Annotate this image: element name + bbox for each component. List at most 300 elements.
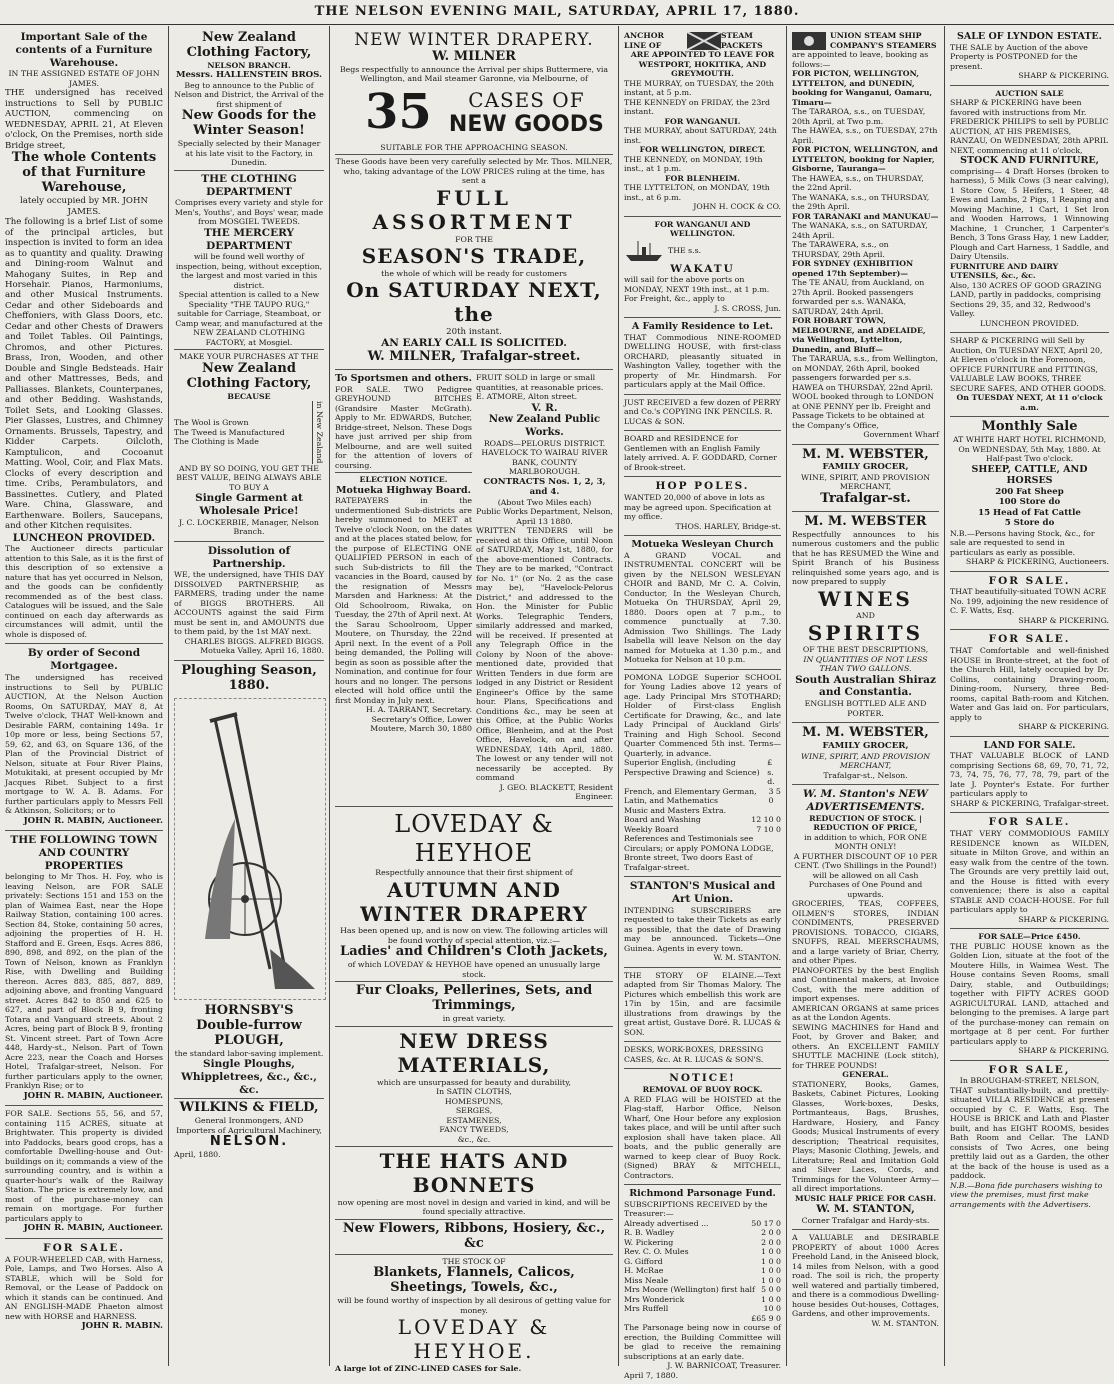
hop-sign: THOS. HARLEY, Bridge-st. (675, 521, 781, 531)
sailing: The HAWEA, s.s., on TUESDAY, 27th April. (792, 126, 938, 145)
murray-2: THE MURRAY, about SATURDAY, 24th inst. (624, 126, 777, 145)
sub-row: H. McRae 1 0 0 (624, 1266, 781, 1276)
sportsmen-body: FOR SALE. TWO Pedigree GREYHOUND BITCHES (Grandsire Master McGrath). Apply to Mr. EDWARDS, Butcher, Bridge-street, Nelson. These Dogs have just arrived per ship from Melbourne, and are well suited for the attention of lovers of coursing. (335, 384, 472, 470)
notice: NOTICE! (669, 1072, 736, 1085)
sheep-cattle: SHEEP, CATTLE, AND HORSES (971, 463, 1088, 487)
tuesday-next: On TUESDAY NEXT, At 11 o'clock a.m. (956, 393, 1103, 412)
ship-icon (624, 239, 664, 263)
auction-owner: lately occupied by MR. JOHN JAMES. (20, 196, 148, 217)
wakatu-ad (624, 217, 781, 319)
column-4 (619, 26, 786, 1380)
copying-pencils: JUST RECEIVED a few dozen of PERRY and Co.'s COPYING INK PENCILS. R. LUCAS & SON. (624, 395, 781, 432)
sailing: The TARAROA, s.s., on TUESDAY, 20th April, at Two p.m. (792, 107, 926, 126)
dress-materials: NEW DRESS MATERIALS, (397, 1028, 551, 1078)
organs: AMERICAN ORGANS at same prices as at the London Agents. (792, 1003, 939, 1023)
wool-lines (174, 418, 312, 447)
dissolution-sign: CHARLES BIGGS. ALFRED BIGGS. Motueka Valley, April 16, 1880. (184, 636, 324, 656)
route: FOR HOBART TOWN, MELBOURNE, and ADELAIDE, via Wellington, Lyttelton, Dunedin, and Bluff— (792, 316, 926, 354)
wool-line: The Clothing is Made (174, 437, 259, 447)
vr-crest: V. R. (531, 401, 558, 414)
fee-row: French, and Elementary German, Latin, and Mathematics 3 5 0 (624, 786, 781, 806)
pomona-ad (624, 670, 781, 878)
webster-loc: Trafalgar-st. (820, 490, 911, 506)
milner-title: NEW WINTER DRAPERY. (354, 30, 594, 50)
luncheon-heading: LUNCHEON PROVIDED. (12, 531, 156, 544)
mortgagee-sign: JOHN R. MABIN, Auctioneer. (23, 815, 163, 826)
land-for-sale (950, 737, 1109, 814)
taupo-rug: Special attention is called to a New Speciality "THE TAUPO RUG," suitable for Carriage, Steamboat, or Camp wear, and manufactured at the NEW ZEALAND CLOTHING FACTORY, at Mosgiel. (175, 290, 323, 347)
sections-sign: JOHN R. MABIN, Auctioneer. (23, 1223, 163, 1234)
reduction-sub: in addition to which, FOR ONE MONTH ONLY! (804, 832, 927, 852)
new-goods: NEW GOODS (448, 112, 604, 138)
roads: ROADS—PELORUS DISTRICT. (483, 438, 606, 448)
auction-title: Important Sale of the contents of a Furniture Warehouse. (15, 31, 153, 69)
stationery: STATIONERY, Books, Games, Baskets, Cabinet Pictures, Looking Glasses, Work-boxes, Desks, Portmanteaus, Bags, Brushes, Hardware, Hosiery, and Fancy Goods; Musical Instruments of every description; Theatrical requisites, Plays; Masonic Clothing, Jewels, and Literature; Real and Imitation Gold and Silver Laces, Cords, and Trimmings for the Volunteer Army—all direct importations. (792, 1079, 939, 1194)
sections-body: FOR SALE. Sections 55, 56, and 57, containing 115 ACRES, situate at Brightwater. This property is divided into Paddocks, bears good crops, has a comfortable Dwelling-house and Out-buildings on it; commands a view of the surrounding country, and is within a quarter-hour's walk of the Railway Station. The price is extremely low, and most of the purchase-money can remain on mortgage. For further particulars apply to (5, 1109, 163, 1223)
clothing-factory-ad (174, 28, 324, 542)
stock-of: THE STOCK OF (442, 1256, 506, 1266)
kennedy-2: THE KENNEDY, on MONDAY, 19th inst., at 1 p.m. (624, 154, 763, 173)
fs-body: THAT Comfortable and well-finished HOUSE in Bronte-street, at the foot of the Church Hill, lately occupied by Dr. Collins, containing Drawing-room, Dining-room, Nursery, three Bed-rooms, capital Bath-room and Kitchen. Water and Gas laid on. For particulars, apply to (950, 646, 1109, 722)
family-res-body: THAT Commodious NINE-ROOMED DWELLING HOUSE, with first-class ORCHARD, pleasantly situated in Washington Valley, together with the property of Mr. Hindmarsh. For particulars apply at the Mail Office. (624, 332, 781, 390)
art-union-ad (624, 877, 781, 968)
nzcf-branch: NELSON BRANCH. (207, 60, 291, 70)
fs-body: THAT VERY COMMODIOUS FAMILY RESIDENCE known as WILDEN, situate in Milton Grove, and within an easy walk from the centre of the town. The Grounds are very prettily laid out, and the House is fitted with every convenience; there is also a capital STABLE AND COACH-HOUSE. For full particulars apply to (950, 829, 1109, 915)
webster-1-ad (792, 445, 939, 512)
general: GENERAL. (842, 1070, 889, 1080)
fabric-item: HOMESPUNS, (444, 1096, 504, 1106)
fs-sign: SHARP & PICKERING. (1018, 722, 1109, 732)
sailing: The TARAWERA, s.s., on THURSDAY, 29th April. (792, 240, 889, 259)
webster-3-ad (792, 723, 939, 785)
saturday-next: On SATURDAY NEXT, the (346, 278, 602, 327)
webster-2-ad (792, 512, 939, 723)
mercery-dept: THE MERCERY DEPARTMENT (203, 226, 294, 252)
hop-title: HOP POLES. (655, 480, 750, 493)
stock-body: comprising— 4 Draft Horses (broken to harness), 5 Milk Cows (3 near calving), 1 Store Cow, 5 Heifers, 1 Steer, 48 Ewes and Lambs, 2 Pigs, 1 Reaping and Mowing Machine, 1 Cart, 1 Set Iron and Wooden Harrows, 1 Winnowing Machine, 1 Cruncher, 1 Carpenter's Bench, 3 Tons Grass Hay, 1 new Ladder, Plough and Cart Harness, 1 Saddle, and Dairy Utensils. (950, 166, 1109, 262)
sub-row: Already advertised ... 50 17 0 (624, 1218, 781, 1228)
art-union-body: INTENDING SUBSCRIBERS are requested to take their Tickets as early as possible, that the date of Drawing may be announced. Tickets—One Guinea. Agents in every town. (624, 905, 781, 953)
buoy-title: REMOVAL OF BUOY ROCK. (642, 1085, 763, 1095)
discount: A FURTHER DISCOUNT OF 10 PER CENT. (Two Shillings in the Pound!) will be allowed on all Cash Purchases of One Pound and upwards. (793, 851, 938, 899)
webster-name: M. M. WEBSTER (804, 513, 927, 529)
blankets-sub: will be found worthy of inspection by all desirous of getting value for money. (337, 1296, 611, 1315)
ploughing-season: Ploughing Season, 1880. (181, 662, 317, 693)
land-body: THAT VALUABLE BLOCK of LAND comprising Sections 68, 69, 70, 71, 72, 73, 74, 75, 76, 77, 78, 79, part of the late J. Poynter's Estate. For further particulars apply to (950, 751, 1109, 799)
milner-intro: Begs respectfully to announce the Arrival per ships Buttermere, via Wellington, and Mail steamer Garonne, via Melbourne, of (339, 64, 609, 84)
mortgagee-title: By order of Second Mortgagee. (27, 647, 141, 673)
seasons-trade: SEASON'S TRADE, (361, 244, 587, 269)
sub-row: Mrs Ruffell 10 0 (624, 1304, 781, 1314)
full-assortment: FULL ASSORTMENT (372, 185, 576, 235)
land-sign: SHARP & PICKERING, Trafalgar-street. (950, 798, 1109, 808)
wakatu-intro: THE s.s. (668, 245, 702, 255)
union-steamship-ad (792, 28, 939, 445)
wakatu-header (624, 239, 781, 263)
wesleyan-ad (624, 536, 781, 670)
english-ale: ENGLISH BOTTLED ALE AND PORTER. (804, 699, 927, 718)
blenheim: FOR BLENHEIM. (665, 173, 740, 183)
fs-title: FOR SALE. (988, 574, 1071, 587)
dissolution-title: Dissolution of Partnership. (207, 544, 291, 570)
kennedy-1: THE KENNEDY on FRIDAY, the 23rd instant. (624, 97, 771, 116)
wanganui-2: FOR WANGANUI AND WELLINGTON. (654, 219, 751, 238)
milner-name: W. MILNER (432, 48, 516, 64)
sheep-item: 5 Store do (1004, 518, 1055, 529)
wednesday: On WEDNESDAY, 5th May, 1880. At Half-past Two o'clock. (958, 444, 1101, 464)
hornsby-sub: the standard labor-saving implement. (174, 1048, 324, 1058)
sheep-item: 200 Fat Sheep (995, 486, 1064, 497)
lyndon-title: SALE OF LYNDON ESTATE. (957, 31, 1102, 42)
furniture-auction-ad (5, 28, 163, 644)
wool-block (174, 401, 324, 463)
malory-ad: THE STORY OF ELAINE.—Text adapted from Sir Thomas Malory. The Pictures which embellish this work are 17in by 15in, and are facsimile illustrations from drawings by the great artist, Gustave Doré. R. LUCAS & SON. (624, 968, 781, 1043)
land-title: LAND FOR SALE. (983, 739, 1076, 751)
parsonage-date: April 7, 1880. (624, 1370, 679, 1380)
public-works: New Zealand Public Works. (488, 414, 601, 438)
webster-name: M. M. WEBSTER, (802, 446, 929, 462)
for-sale-2 (950, 630, 1109, 736)
because: BECAUSE (227, 391, 271, 401)
nzcf-goods: New Goods for the Winter Season! (181, 108, 317, 139)
route: FOR SYDNEY (EXHIBITION opened 17th September)— (792, 259, 914, 278)
parsonage-sign: J. W. BARNICOAT, Treasurer. (667, 1361, 781, 1371)
monthly-sale-ad (950, 417, 1109, 572)
fs-title: FOR SALE. (988, 816, 1071, 829)
property-ad (792, 1230, 939, 1332)
milner-selected: These Goods have been very carefully selected by Mr. Thos. MILNER, who, taking advantage of the LOW PRICES ruling at the time, has sent a (335, 157, 613, 186)
property-body: A VALUABLE and DESIRABLE PROPERTY of about 1000 Acres Freehold Land, in the Aniseed block, 14 miles from Nelson, with a good road. The soil is rich, the property well watered and partially timbered, and there is a commodious Dwelling-house besides Out-houses, Cottages, Gardens, and other improvements. (792, 1233, 939, 1319)
parsonage-ad (624, 1185, 781, 1384)
early-call: AN EARLY CALL IS SOLICITED. (381, 337, 567, 350)
webster-name: M. M. WEBSTER, (802, 725, 929, 741)
white-hart: AT WHITE HART HOTEL RICHMOND, (952, 435, 1107, 445)
motueka-board: Motueka Highway Board. (335, 484, 471, 496)
anchor-sign: JOHN H. COCK & CO. (693, 202, 781, 211)
grazing: Also, 130 ACRES OF GOOD GRAZING LAND, partly in paddocks, comprising Sections 29, 35, and 32, Redwood's Valley. (950, 280, 1102, 319)
election-notice: ELECTION NOTICE. (359, 475, 448, 485)
fs-loc: In BROUGHAM-STREET, NELSON, (959, 1076, 1100, 1086)
zinc-cases: A large lot of ZINC-LINED CASES for Sale. (335, 1363, 522, 1373)
country-body: belonging to Mr Thos. H. Foy, who is leaving Nelson, are FOR SALE privately: Sections 151 and 153 on the plan of Waimea East, near the Hope Railway Station, containing 100 acres. Section 84, Stoke, containing 50 acres, adjoining the properties of H. H. Stafford and E. Green, Esqs. Acres 886, 890, 898, and 892, on the plan of the Town of Nelson, known as Franklyn Rise, with Dwelling and Building thereon. Acres 883, 885, 887, 889, adjoining above, and fronting Vanguard street. Acres 842 to 850 and 625 to 627, and part of Block B 9, fronting Totara and Vanguard streets. About 2 Acres, being part of Block B 9, fronting St. Vincent street. Part of Town Acre 448, Hardy-st., Nelson. Part of Town Acre 223, near the Coach and Horses Hotel, Trafalgar-street, Nelson. For further particulars apply to the owner, Franklyn Rise; or to (5, 872, 163, 1091)
spirits: SPIRITS (807, 620, 924, 645)
for-sale-5 (950, 1061, 1109, 1214)
webster-sub2: WINE, SPIRIT, AND PROVISION MERCHANT, (800, 472, 931, 492)
plough-illustration (174, 698, 326, 1000)
sub-row: Rev. C. O. Mules 1 0 0 (624, 1247, 781, 1257)
column-2 (169, 26, 329, 1364)
auction-estate: IN THE ASSIGNED ESTATE OF JOHN JAMES. (8, 69, 160, 88)
make-purchases: MAKE YOUR PURCHASES AT THE (179, 352, 319, 362)
stock-furniture: STOCK AND FURNITURE, (960, 155, 1099, 167)
for-sale-body: A FOUR-WHEELED CAB, with Harness, Pole, Lamps, and Two Horses. Also A STABLE, which will be Sold for Removal, or the Lease of Paddock on which it stands can be continued. And AN ENGLISH-MADE Phaeton almost new with HORSE and HARNESS. (5, 1254, 163, 1321)
single-ploughs: Single Ploughs, Whippletrees, &c., &c., &c. (181, 1058, 317, 1096)
auction-body: THE undersigned has received instructions to Sell by PUBLIC AUCTION, commencing on WEDNESDAY, APRIL 21, At Eleven o'clock, On the Premises, north side Bridge street, (5, 88, 163, 151)
fabric-item: ESTAMENES, (446, 1115, 502, 1125)
subs-title: SUBSCRIPTIONS RECEIVED by the Treasurer:— (624, 1199, 768, 1219)
sub-row: R. B. Wadley 2 0 0 (624, 1228, 781, 1238)
right-notices (476, 373, 613, 802)
anchor-appointed: ARE APPOINTED TO LEAVE FOR WESTPORT, HOKITIKA, AND GREYMOUTH. (630, 50, 775, 78)
quantities: IN QUANTITIES OF NOT LESS THAN TWO GALLONS. (803, 654, 928, 674)
reduction: REDUCTION OF STOCK. | REDUCTION OF PRICE, (809, 813, 922, 833)
stanton-loc: Corner Trafalgar and Hardy-sts. (801, 1215, 930, 1225)
country-sign: JOHN R. MABIN, Auctioneer. (23, 1090, 163, 1101)
route: FOR PICTON, WELLINGTON, LYTTELTON, and DUNEDIN, booking for Wanganui, Oamaru, Timaru— (792, 69, 933, 107)
loveday-title: LOVEDAY & HEYHOE (394, 809, 554, 867)
fs-title: FOR SALE—Price £450. (978, 932, 1081, 942)
union-title: UNION STEAM SHIP COMPANY'S STEAMERS (830, 31, 937, 50)
for-sale-1 (950, 572, 1109, 631)
stanton-name: W. M. STANTON, (816, 1203, 915, 1216)
column-3 (330, 26, 618, 1373)
ranzau-body: SHARP & PICKERING have been favored with instructions from Mr. FREDERICK PHILIPS to sell by PUBLIC AUCTION, AT HIS PREMISES, RANZAU, On WEDNESDAY, 28th APRIL NEXT, commencing at 11 o'clock, (950, 98, 1109, 155)
sp-sign: SHARP & PICKERING, Auctioneers. (965, 557, 1109, 567)
and-by: AND BY SO DOING, YOU GET THE BEST VALUE, BEING ALWAYS ABLE TO BUY A (176, 463, 322, 492)
wilkins-town: NELSON. (209, 1134, 289, 1150)
webster-sub: FAMILY GROCER, (822, 741, 909, 752)
ratepayers-sign: H. A. TARRANT, Secretary. Secretary's Office, Lower Moutere, March 30, 1880 (366, 705, 472, 734)
fruit-notice: FRUIT SOLD in large or small quantities, at reasonable prices. E. ATMORE, Alton street. (476, 373, 604, 402)
board-residence: BOARD and RESIDENCE for Gentlemen with an English Family lately arrived. A. F. GODDARD, Corner of Brook-street. (624, 431, 781, 477)
wakatu-body: will sail for the above ports on MONDAY, NEXT 19th inst., at 1 p.m. For Freight, &c., apply to (624, 275, 770, 304)
havelock: HAVELOCK TO WAIRAU RIVER BANK, COUNTY MARLBOROUGH. (481, 448, 608, 477)
groceries: GROCERIES, TEAS, COFFEES, OILMEN'S STORES, INDIAN CONDIMENTS, PRESERVED PROVISIONS. TOBACCO, CIGARS, SNUFFS, REAL MEERSCHAUMS, and a large variety of Briar, Cherry, and other Pipes. (792, 899, 939, 966)
pomona-body: POMONA LODGE Superior SCHOOL for Young Ladies above 12 years of age. Lady Principal Mrs STOTHARD; Holder of First-class English Certificate for Drawing, &c., and late Lady Principal of Auckland Girls' Training and High School. Second Quarter Commenced 5th inst. Terms—Quarterly, in advance. (624, 672, 781, 758)
family-residence-ad (624, 318, 781, 395)
wakatu-sign: J. S. CROSS, Jun. (714, 303, 781, 313)
flag-icon (687, 32, 721, 50)
contracts-sub: (About Two Miles each) (497, 497, 592, 507)
loveday-ad (335, 807, 613, 1378)
wilkins-date: April, 1880. (174, 1150, 221, 1160)
buoy-body: A RED FLAG will be HOISTED at the Flag-staff, Harbor Office, Nelson Wharf, One Hour before any explosion takes place, and will be until after such explosion shall have taken place. All boats, and the public generally are warned to keep clear of Buoy Rock. (Signed) BRAY & MITCHELL, Contractors. (624, 1094, 781, 1180)
hornsby-title: HORNSBY'S Double-furrow PLOUGH, (196, 1002, 302, 1048)
hats-bonnets: THE HATS AND BONNETS (379, 1149, 569, 1198)
plough-ad (174, 661, 324, 1164)
sheep-item: 15 Head of Fat Cattle (978, 507, 1081, 518)
pianos: PIANOFORTES by the best English and Continental makers, at Invoice Cost, with the mere addition of import expenses. (792, 965, 939, 1004)
column-6 (945, 26, 1114, 1364)
fs-title: FOR SALE. (988, 633, 1071, 646)
union-appointed: are appointed to leave, booking as follows:— (792, 50, 929, 69)
loveday-signature: LOVEDAY & HEYHOE. (397, 1315, 551, 1364)
parsonage-body: The Parsonage being now in course of erection, the Building Committee will be glad to receive the remaining subscriptions at an early date. (624, 1323, 781, 1361)
milner-cases (335, 83, 613, 140)
auction-headline: The whole Contents of that Furniture Warehouse, (11, 150, 157, 196)
sub-total: £65 9 0 (751, 1313, 781, 1323)
nzcf-firm: Messrs. HALLENSTEIN BROS. (175, 70, 323, 81)
country-properties-ad (5, 831, 163, 1106)
wellington: FOR WELLINGTON, DIRECT. (639, 145, 766, 154)
union-flag-icon (792, 32, 826, 50)
fs-nb: N.B.—Bona fide purchasers wishing to view the premises, must first make arrangements with the Advertisers. (950, 1180, 1103, 1209)
ladies-sub: of which LOVEDAY & HEYHOE have opened an unusually large stock. (347, 960, 601, 979)
column-1 (0, 26, 168, 1364)
for-sale-4 (950, 929, 1109, 1061)
stanton-ad (792, 785, 939, 1230)
fabric-item: In SATIN CLOTHS, (436, 1087, 512, 1097)
and: AND (856, 611, 875, 621)
tenders-sign: J. GEO. BLACKETT, Resident Engineer. (499, 782, 613, 802)
cases-of: CASES OF (468, 87, 585, 112)
milner-suitable: SUITABLE FOR THE APPROACHING SEASON. (380, 142, 568, 152)
milner-drapery-ad (335, 28, 613, 370)
art-union-title: STANTON'S Musical and Art Union. (629, 880, 776, 906)
left-notices (335, 373, 472, 802)
pomona-refs: References and Testimonials see Circulars; or apply POMONA LODGE, Bronte street, Two doors East of Trafalgar-street. (624, 834, 774, 872)
fs-body: THAT beautifully-situated TOWN ACRE No. 199, adjoining the new residence of C. F. Watts, Esq. (950, 587, 1108, 616)
masthead: THE NELSON EVENING MAIL, SATURDAY, APRIL 17, 1880. (0, 0, 1114, 25)
wakatu: WAKATU (670, 262, 735, 275)
fabric-item: &c., &c. (457, 1134, 491, 1144)
luncheon-body: The Auctioneer directs particular attention to this Sale, as it is the first of this description of so extensive a nature that has yet occurred in Nelson, and the goods can be confidently recommended as of the best class. Catalogues will be issued, and the Sale continued on each day afterwards as circumstances will admit, until the whole is disposed of. (5, 544, 163, 639)
sewing: SEWING MACHINES for Hand and Foot, by Grover and Baker, and others. An EXCELLENT FAMILY SHUTTLE MACHINE (Lock stitch), for THREE POUNDS! (792, 1022, 939, 1070)
fabric-item: SERGES, (455, 1106, 493, 1116)
wool-note: WOOL booked through to LONDON at ONE PENNY per lb. Freight and Passage Tickets to be obtained at the Company's Office, (792, 392, 934, 430)
great-variety: in great variety. (442, 1014, 506, 1024)
for-sale-cab-ad (5, 1239, 163, 1336)
mortgagee-body: The undersigned has received instructions to Sell by PUBLIC AUCTION, At the Nelson Auction Rooms, On SATURDAY, MAY 8, At Twelve o'clock, THAT Well-known and Desirable FARM, containing 149a. 1r 10p more or less, being Sections 57, 59, 62, and 63, on Square 136, of the Plan of the Provincial District of Nelson, situate at Four River Plains, Motukitaki, at present occupied by Mr Jacques Ribet. Subject to a first mortgage to W. A. B. Adams. For further particulars apply to Messrs Fell & Atkinson, Solicitors; or to (5, 673, 163, 815)
sub-row: Mrs Wonderick 1 0 0 (624, 1294, 781, 1304)
hop-poles-ad (624, 477, 781, 536)
nzcf-manager: J. C. LOCKERBIE, Manager, Nelson Branch. (179, 517, 319, 537)
best: OF THE BEST DESCRIPTIONS, (802, 645, 929, 655)
anchor-line-ad (624, 28, 781, 217)
wilkins-sub: General Ironmongers, AND Importers of Agricultural Machinery, (176, 1116, 322, 1135)
anchor-left: ANCHOR LINE OF (624, 31, 665, 50)
sailing: The TARARUA, s.s., from Wellington, on MONDAY, 26th April, booked passengers forwarded per s.s. HAWEA on THURSDAY, 22nd April. (792, 354, 938, 392)
mercery-body: will be found well worthy of inspection, being, without exception, the largest and most varied in this district. (175, 252, 323, 290)
hats-sub: now opening are most novel in design and varied in kind, and will be found specially attractive. (337, 1197, 611, 1217)
plough-icon (175, 699, 325, 999)
pw-dept: Public Works Department, Nelson, April 13 1880. (476, 507, 613, 526)
autumn-drapery: AUTUMN AND WINTER DRAPERY (360, 877, 588, 927)
twentieth: 20th instant. (446, 326, 502, 337)
stanton-ads-title: W. M. Stanton's NEW ADVERTISEMENTS. (803, 788, 928, 813)
sub-row: Miss Neale 1 0 0 (624, 1275, 781, 1285)
wanganui: FOR WANGANUI. (664, 116, 741, 126)
clothing-dept-body: Comprises every variety and style for Men's, Youths', and Boys' wear, made from MOSGIEL TWEEDS. (174, 198, 324, 227)
blankets: Blankets, Flannels, Calicos, Sheetings, Towels, &c., (373, 1265, 575, 1296)
sailing: The WANAKA, s.s., on THURSDAY, the 29th April. (792, 192, 930, 211)
route: FOR PICTON, WELLINGTON, and LYTTELTON, booking for Napier, Gisborne, Tauranga— (792, 145, 938, 173)
for-sale-3 (950, 813, 1109, 929)
nzcf-title-2: New Zealand Clothing Factory, (186, 360, 312, 391)
mortgagee-ad (5, 644, 163, 831)
nb: N.B.—Persons having Stock, &c., for sale are requested to send in particulars as early as possible. (950, 528, 1095, 557)
column-5 (787, 26, 944, 1364)
union-header (792, 31, 939, 50)
flowers: New Flowers, Ribbons, Hosiery, &c., &c (342, 1220, 606, 1251)
webster-loc: Trafalgar-st., Nelson. (823, 770, 908, 780)
opened: Has been opened up, and is now on view. The following articles will be found worthy of special attention, viz.:— (340, 926, 608, 945)
fee-row: Weekly Board 7 10 0 (624, 824, 781, 834)
single-garment: Single Garment at Wholesale Price! (195, 492, 303, 518)
luncheon: LUNCHEON PROVIDED. (980, 318, 1079, 328)
sailing: The WANAKA, s.s., on SATURDAY, 24th April. (792, 221, 928, 240)
fs-body: THAT substantially-built, and prettily-situated VILLA RESIDENCE at present occupied by C. F. Watts, Esq. The HOUSE is BRICK and Lath and Plaster built, and has EIGHT ROOMS, besides Bath Room and Cellar. The LAND consists of Two Acres, one being prettily laid out as a Garden, the other at the back of the house is used as a paddock. (950, 1085, 1109, 1181)
wesleyan-title: Motueka Wesleyan Church (631, 539, 774, 551)
wines: WINES (818, 586, 913, 611)
dissolution-ad (174, 542, 324, 661)
lyndon-body: THE SALE by Auction of the above Property is POSTPONED for the present. (950, 42, 1088, 71)
furniture-utensils: FURNITURE AND DAIRY UTENSILS, &c., &c. (950, 261, 1059, 281)
sailing: The TE ANAU, from Auckland, on 27th April. Booked passengers forwarded per s.s. WANAKA, SATURDAY, 24th April. (792, 278, 925, 316)
family-res: A Family Residence to Let. (631, 321, 774, 333)
webster-body: Respectfully announces to his numerous customers and the public that he has RESUMED the Wine and Spirit Branch of his Business relinquished some years ago, and is now prepared to supply (792, 529, 939, 587)
whole-ready: the whole of which will be ready for customers (381, 268, 567, 278)
big-number: 35 (365, 83, 432, 140)
monthly-sale: Monthly Sale (981, 419, 1078, 435)
fee-row: Board and Washing 12 10 0 (624, 815, 781, 825)
route: FOR TARANAKI and MANUKAU— (792, 211, 939, 221)
lyndon-ad (950, 28, 1109, 86)
middle-notices (335, 370, 613, 807)
fs-sign: SHARP & PICKERING. (1018, 615, 1109, 625)
nzcf-title: New Zealand Clothing Factory, (186, 30, 312, 60)
anchor-header (624, 31, 781, 50)
sailing: The HAWEA, s.s., on THURSDAY, the 22nd April. (792, 173, 924, 192)
fabric-item: FANCY TWEEDS, (439, 1125, 509, 1135)
loveday-intro: Respectfully announce that their first shipment of (375, 868, 573, 878)
ratepayers-body: RATEPAYERS in the undermentioned Sub-districts are hereby summoned to MEET at Twelve o'clock Noon, on the dates and at the places stated below, for the purpose of ELECTING ONE QUALIFIED PERSON in each of such Sub-districts to fill the vacancies in the Board, caused by the resignation of Messrs Marsden and Harkness: At the Old Schoolroom, Riwaka, on Tuesday, the 27th of April next. At the Sarau Schoolroom, Upper Moutere, on Thursday, the 22nd April next. In the event of a Poll being demanded, the Polling will begin as soon as possible after the Nomination, and continue for four hours and no longer. The persons elected will hold office until the first Monday in July next. (335, 496, 472, 705)
dress-sub: which are unsurpassed for beauty and durability, (376, 1077, 572, 1087)
murray-1: THE MURRAY, on TUESDAY, the 20th instant, at 5 p.m. (624, 78, 774, 97)
lyndon-sign: SHARP & PICKERING. (1018, 71, 1109, 81)
desks-ad: DESKS, WORK-BOXES, DRESSING CASES, &c. At R. LUCAS & SON'S. (624, 1042, 781, 1069)
sections-ad (5, 1106, 163, 1238)
parsonage-title: Richmond Parsonage Fund. (629, 1188, 776, 1200)
south-aus: South Australian Shiraz and Constantia. (795, 673, 936, 699)
fee-row: Music and Masters Extra. (624, 805, 727, 815)
auction-list: The following is a brief List of some of the principal articles, but inspection is invited to form an idea as to quantity and quality. Drawing and Dining-room Walnut and Mahogany Suites, in Rep and Horsehair. Pianos, Harmoniums, and other Musical Instruments. Cedar and other Sideboards and Cheffoniers, with Glass Doors, etc. Cedar and other Chests of Drawers and Toilet Tables. Oil Paintings, Chromos, and other Pictures. Brass, Iron, Wooden, and other Double and Single Bedsteads. Hair and other Mattresses, Beds, and Palliasses. Blankets, Counterpanes, and other Bedding. Washstands, Toilet Sets, and Looking Glasses. Pier Glasses, Lustres, and Chimney Ornaments. Brussels, Tapestry, and Kidder Carpets. Oilcloth, Kamptulicon, and Cocoanut Matting. Wool, Coir, and Flax Mats. Clocks of every description and time. Cribs, Perambulators, and Bassinettes. Cutlery, and Plated Ware. China, Glassware, and Earthenware. Boilers, Saucepans, and other Kitchen requisites. (5, 217, 163, 532)
nzcf-goods-note: Specially selected by their Manager at his late visit to the Factory, in Dunedin. (177, 139, 321, 168)
webster-sub: FAMILY GROCER, (822, 462, 909, 473)
clothing-dept: THE CLOTHING DEPARTMENT (201, 172, 297, 198)
lyttelton: THE LYTTELTON, on MONDAY, 19th inst., at 6 p.m. (624, 183, 770, 202)
auction-sale: AUCTION SALE (995, 88, 1064, 98)
contracts: CONTRACTS Nos. 1, 2, 3, and 4. (483, 476, 606, 498)
fs-title: FOR SALE, (988, 1063, 1071, 1076)
for-the: FOR THE (455, 234, 493, 244)
wool-side: in New Zealand (312, 401, 325, 463)
buoy-notice-ad (624, 1069, 781, 1185)
office-auction-ad (950, 333, 1109, 417)
wool-line: The Tweed is Manufactured (174, 427, 285, 437)
nzcf-intro: Beg to announce to the Public of Nelson and District, the Arrival of the first shipment of (174, 80, 324, 109)
half-price: MUSIC HALF PRICE FOR CASH. (794, 1193, 937, 1203)
sportsmen-title: To Sportsmen and others. (335, 373, 472, 385)
anchor-right: STEAM PACKETS (720, 31, 763, 50)
property-sign: W. M. STANTON. (871, 1318, 939, 1328)
ranzau-auction-ad (950, 86, 1109, 334)
webster-sub2: WINE, SPIRIT, AND PROVISION MERCHANT, (800, 751, 931, 771)
wool-line: The Wool is Grown (174, 418, 249, 428)
fs-sign: SHARP & PICKERING. (1018, 914, 1109, 924)
wilkins-title: WILKINS & FIELD, (179, 1100, 319, 1116)
fee-row: Superior English, (including Perspective Drawing and Science) £ s. d. (624, 758, 775, 787)
wool-sign: Government Wharf (863, 430, 939, 439)
office-auction-body: SHARP & PICKERING will Sell by Auction, On TUESDAY NEXT, April 20, At Eleven o'clock in the Forenoon, OFFICE FURNITURE and FITTINGS, VALUABLE LAW BOOKS, THREE SECURE SAFES, AND OTHER GOODS. (950, 336, 1107, 393)
fs-body: THE PUBLIC HOUSE known as the Golden Lion, situate at the foot of the Moutere Hills, in Waimea West. The House contains Seven Rooms, small Dairy, stable, and Outbuildings; together with FIFTY ACRES GOOD AGRICULTURAL LAND, attached and belonging to the premises. A large part of the purchase-money can remain on mortgage at 8 per cent. For further particulars apply to (950, 941, 1109, 1046)
milner-signature: W. MILNER, Trafalgar-street. (367, 349, 581, 365)
furs: Fur Cloaks, Pellerines, Sets, and Trimmings, (355, 983, 593, 1014)
sheep-item: 100 Store do (998, 497, 1061, 508)
sub-row: G. Gifford 1 0 0 (624, 1256, 781, 1266)
concert-body: A GRAND VOCAL and INSTRUMENTAL CONCERT will be given by the NELSON WESLEYAN CHOIR and BAND, Mr C. A. Colvin, Conductor, In the Wesleyan Church, Motueka On THURSDAY, April 29, 1880. Doors open at 7 p.m., to commence punctually at 7.30. Admission Two Shillings. The Lady Isabella will leave Nelson on the day named for Motueka at 1.30 p.m., and Motueka for Nelson at 10 p.m. (624, 550, 781, 665)
for-sale-title: FOR SALE. (43, 1241, 125, 1254)
